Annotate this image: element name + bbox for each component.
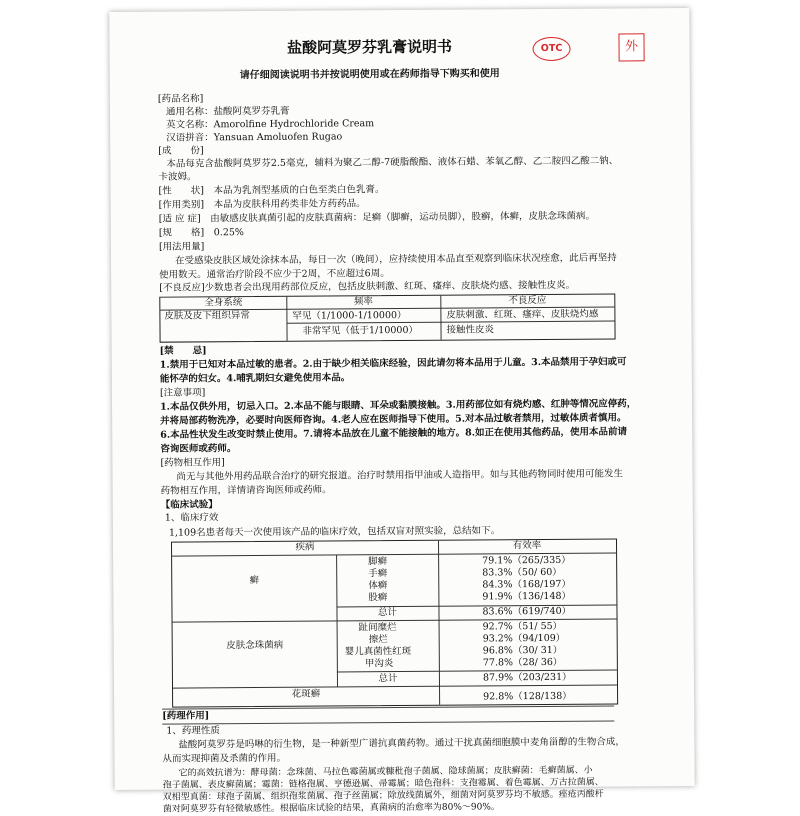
efficacy-value: 92.7%（51/ 55） — [482, 620, 563, 633]
pharmacology-line: 孢子菌属、表皮癣菌属；霉菌：链格孢属、亨德逊属、帚霉属；暗色孢科：支孢霉属、着色霉属、万古拉菌属、 — [162, 777, 604, 791]
adverse-frequency: 非常罕见（低于1/10000） — [302, 324, 419, 337]
efficacy-total-label: 总计 — [378, 673, 398, 685]
adverse-head-frequency: 频率 — [353, 296, 373, 308]
efficacy-head-disease: 疾病 — [295, 541, 315, 553]
adverse-head-reaction: 不良反应 — [508, 294, 547, 307]
efficacy-group-candidiasis: 皮肤念珠菌病 — [226, 639, 284, 652]
section-pharmacology-heading: [药理作用] — [162, 710, 210, 722]
section-adverse-heading: [不良反应]少数患者会出现用药部位反应，包括皮肤刺激、红斑、瘙痒、皮肤烧灼感、接触性皮炎。 — [159, 279, 576, 294]
efficacy-head-rate: 有效率 — [512, 540, 542, 552]
efficacy-total-value: 87.9%（203/231） — [482, 671, 572, 684]
interaction-line: 药物相互作用，详情请咨询医师或药师。 — [160, 484, 332, 497]
efficacy-value: 79.1%（265/335） — [482, 554, 571, 567]
efficacy-group-pityriasis: 花斑癣 — [291, 688, 321, 700]
generic-name: 通用名称：盐酸阿莫罗芬乳膏 — [165, 105, 290, 118]
contraindication-line: 1.禁用于已知对本品过敏的患者。2.由于缺少相关临床经验，因此请勿将本品用于儿童。3.本品禁用于孕妇或可 — [159, 356, 627, 371]
adverse-table — [159, 294, 615, 343]
caution-line: 6.本品性状发生改变时禁止使用。7.请将本品放在儿童不能接触的地方。8.如正在使用其他药品，使用本品前请 — [160, 426, 628, 441]
adverse-reaction: 皮肤刺激、红斑、瘙痒、皮肤烧灼感 — [446, 308, 599, 321]
efficacy-subtype: 婴儿真菌性红斑 — [344, 645, 412, 658]
section-divider — [162, 721, 614, 725]
section-drug-name-heading: [药品名称] — [157, 93, 204, 105]
pharmacology-subheading: 1、药理性质 — [166, 725, 220, 737]
caution-line: 1.本品仅供外用，切忌入口。2.本品不能与眼睛、耳朵或黏膜接触。3.用药部位如有烧灼感、红肿等情况应停药， — [160, 398, 637, 413]
caution-line: 咨询医师或药师。 — [160, 443, 237, 455]
section-usage-heading: [用法用量] — [158, 241, 205, 253]
efficacy-value: 83.3%（50/ 60） — [482, 566, 562, 579]
efficacy-value: 92.8%（128/138） — [483, 690, 572, 703]
adverse-head-system: 全身系统 — [204, 297, 243, 309]
document-subtitle: 请仔细阅读说明书并按说明使用或在药师指导下购买和使用 — [239, 68, 500, 82]
pharmacology-line: 从而实现抑菌及杀菌的作用。 — [162, 752, 287, 765]
efficacy-subtype: 趾间糜烂 — [358, 622, 397, 634]
indication-line: [适 应 症] 由敏感皮肤真菌引起的皮肤真菌病：足癣（脚癣，运动员脚），股癣，体癣，皮肤念珠菌病。 — [158, 210, 595, 225]
efficacy-table — [171, 539, 618, 708]
efficacy-subtype: 脚癣 — [368, 556, 388, 568]
section-clinical-heading: 【临床试验】 — [160, 499, 218, 511]
section-interaction-heading: [药物相互作用] — [160, 457, 225, 469]
category-line: [作用类别] 本品为皮肤科用药类非处方药药品。 — [158, 198, 366, 211]
efficacy-group-tinea: 癣 — [249, 575, 260, 587]
efficacy-subtype: 股癣 — [368, 592, 388, 604]
ingredients-line: 卡波姆。 — [158, 171, 197, 183]
appearance-line: [性 状] 本品为乳剂型基质的白色至类白色乳膏。 — [158, 184, 385, 197]
pharmacology-line: 盐酸阿莫罗芬是吗啉的衍生物，是一种新型广谱抗真菌药物。通过干扰真菌细胞膜中麦角甾醇的生物合成， — [178, 736, 625, 751]
efficacy-total-label: 总计 — [377, 607, 398, 619]
efficacy-value: 77.8%（28/ 36） — [482, 656, 563, 669]
efficacy-value: 84.3%（168/197） — [482, 578, 571, 591]
efficacy-subtype: 擦烂 — [368, 634, 388, 646]
contraindication-line: 能怀孕的妇女。4.哺乳期妇女避免使用本品。 — [159, 372, 351, 385]
efficacy-subtype: 体癣 — [368, 580, 388, 592]
section-contraindications-heading: [禁 忌] — [159, 345, 207, 357]
efficacy-total-value: 83.6%（619/740） — [482, 605, 572, 618]
section-ingredients-heading: [成 份] — [158, 145, 204, 157]
document-title: 盐酸阿莫罗芬乳膏说明书 — [286, 37, 453, 57]
external-use-mark: 外 — [618, 33, 644, 61]
section-caution-heading: [注意事项] — [159, 387, 206, 399]
leaflet-sheet — [109, 8, 694, 815]
clinical-subheading: 1、临床疗效 — [164, 512, 219, 524]
pharmacology-line: 双相型真菌：球孢子菌属、组织孢浆菌属、孢子丝菌属；除放线菌属外，细菌对阿莫罗芬均不敏感。痤疮丙酸杆 — [162, 789, 604, 803]
interaction-line: 尚无与其他外用药品联合治疗的研究报道。治疗时禁用指甲油或人造指甲。如与其他药物同时使用可能发生 — [176, 468, 624, 483]
efficacy-value: 96.8%（30/ 31） — [482, 644, 563, 657]
caution-line: 并将局部药物洗净，必要时向医师咨询。4.老人应在医师指导下使用。5.对本品过敏者禁用，过敏体质者慎用。 — [160, 412, 627, 427]
ingredients-line: 本品每克含盐酸阿莫罗芬2.5毫克，辅料为聚乙二醇-7硬脂酸酯、液体石蜡、苯氧乙醇、乙二胺四乙酸二钠、 — [166, 155, 619, 170]
specification-line: [规 格] 0.25% — [158, 227, 244, 239]
pharmacology-line: 它的高效抗谱为：酵母菌：念珠菌、马拉色霉菌属或糠秕孢子菌属、隐球菌属；皮肤癣菌：毛癣菌属、小 — [178, 765, 593, 779]
pharmacology-line: 菌对阿莫罗芬有轻微敏感性。根据临床试验的结果，真菌病的治愈率为80%～90%。 — [162, 802, 500, 815]
efficacy-subtype: 甲沟炎 — [364, 658, 394, 670]
efficacy-value: 93.2%（94/109） — [482, 632, 566, 645]
adverse-reaction: 接触性皮炎 — [446, 324, 495, 336]
usage-line: 在受感染皮肤区域处涂抹本品，每日一次（晚间），应持续使用本品直至观察到临床状况痊愈，此后再坚持 — [174, 252, 617, 267]
otc-badge: OTC — [532, 37, 570, 61]
clinical-intro: 1,109名患者每天一次使用该产品的临床疗效，包括双盲对照实验，总结如下。 — [168, 525, 501, 539]
efficacy-subtype: 手癣 — [368, 568, 388, 580]
adverse-frequency: 罕见（1/1000-1/10000） — [292, 309, 407, 322]
english-name: 英文名称：Amorolfine Hydrochloride Cream — [166, 118, 375, 131]
adverse-system: 皮肤及皮下组织异常 — [164, 310, 250, 322]
efficacy-value: 91.9%（136/148） — [482, 590, 572, 603]
usage-line: 使用数天。通常治疗阶段不应少于2周，不应超过6周。 — [159, 268, 390, 281]
pinyin-name: 汉语拼音：Yansuan Amoluofen Rugao — [166, 131, 343, 144]
